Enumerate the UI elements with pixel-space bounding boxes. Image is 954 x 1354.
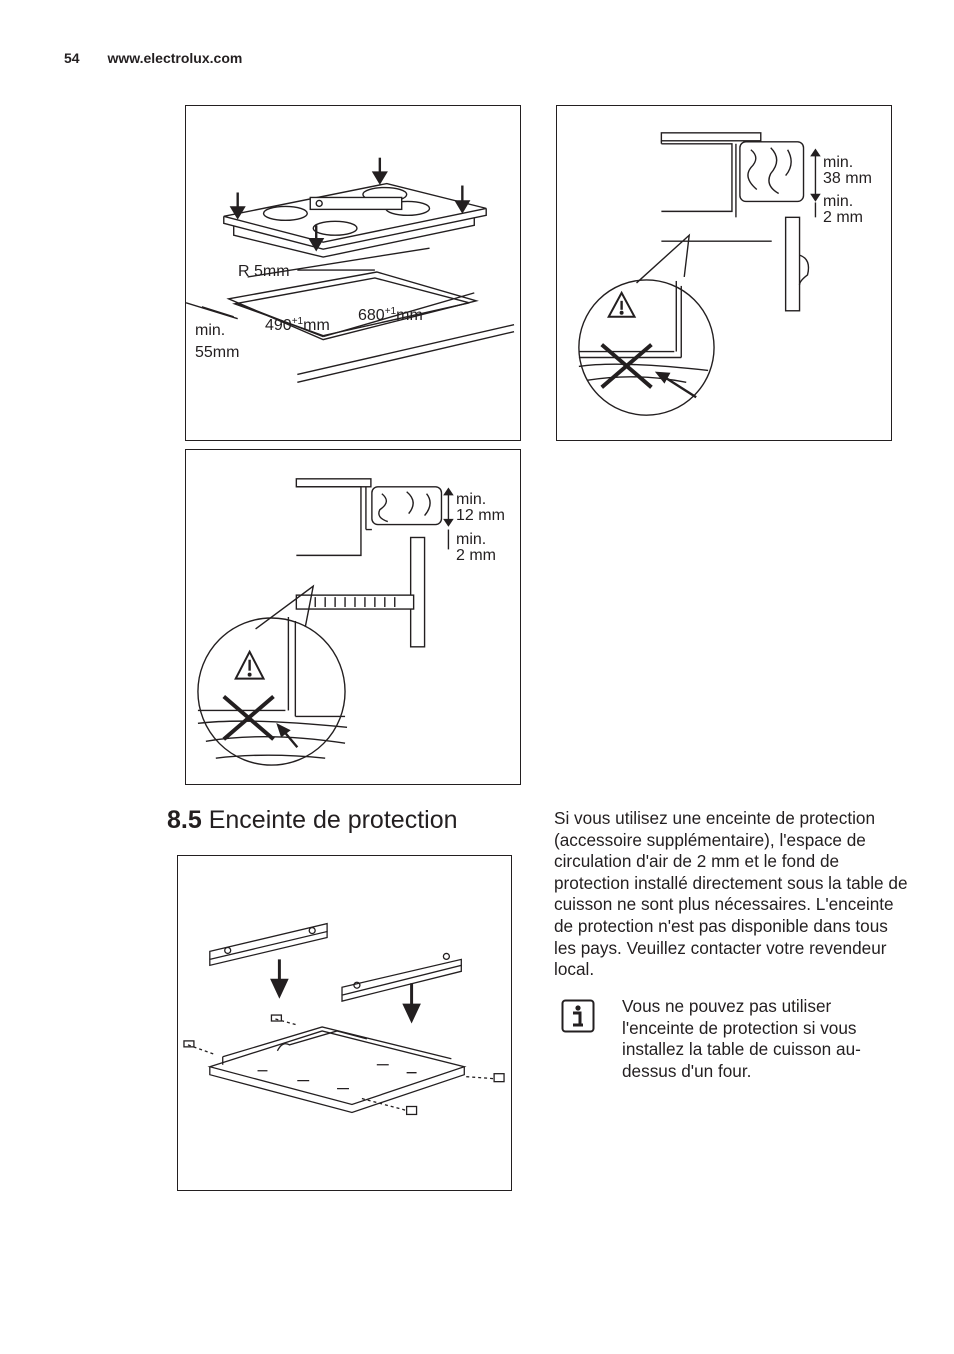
min-thickness-line2: 12 mm [456, 507, 505, 524]
min-label-line1: min. [195, 322, 226, 339]
min-gap-line2: 2 mm [456, 547, 496, 564]
worktop-12mm-figure [185, 449, 521, 785]
min-thickness-label [456, 492, 505, 524]
page-header [64, 50, 242, 66]
section-number: 8.5 [167, 806, 202, 834]
section-title: Enceinte de protection [208, 806, 458, 834]
width-value: 680 [358, 307, 385, 324]
min-thickness-line2: 38 mm [823, 170, 872, 187]
worktop-38mm-figure [556, 105, 892, 441]
min-distance-label [195, 323, 239, 361]
depth-tolerance: +1 [291, 316, 304, 327]
depth-unit: mm [303, 317, 330, 334]
min-thickness-line1: min. [456, 491, 487, 508]
info-note-text: Vous ne pouvez pas utiliser l'enceinte de protection si vous installez la table de cuisson au-dessus d'un four. [622, 996, 861, 1081]
min-gap-line1: min. [456, 531, 487, 548]
page-number: 54 [64, 50, 80, 66]
depth-value: 490 [265, 317, 292, 334]
protection-box-figure [177, 855, 512, 1191]
width-dimension [358, 308, 423, 324]
site-url: www.electrolux.com [107, 50, 243, 66]
section-body-text: Si vous utilisez une enceinte de protection (accessoire supplémentaire), l'espace de circulation d'air de 2 mm et le fond de protection installé directement sous la table de cuisson ne sont plus nécessaires. L'enceinte de protection n'est pas disponible dans tous les pays. Veuillez contacter votre revendeur local. [554, 808, 908, 980]
protection-box-drawing [178, 856, 511, 1190]
info-icon [561, 999, 595, 1033]
min-gap-line1: min. [823, 193, 854, 210]
width-tolerance: +1 [384, 306, 397, 317]
cutout-dimensions-drawing [186, 106, 520, 440]
radius-label: R 5mm [238, 263, 290, 280]
min-gap-label [823, 194, 863, 226]
min-thickness-label [823, 155, 872, 187]
cutout-dimensions-figure [185, 105, 521, 441]
min-gap-label [456, 532, 496, 564]
min-gap-line2: 2 mm [823, 209, 863, 226]
section-heading [167, 806, 458, 835]
depth-dimension [265, 318, 330, 334]
min-thickness-line1: min. [823, 154, 854, 171]
width-unit: mm [396, 307, 423, 324]
min-label-line2: 55mm [195, 344, 240, 361]
